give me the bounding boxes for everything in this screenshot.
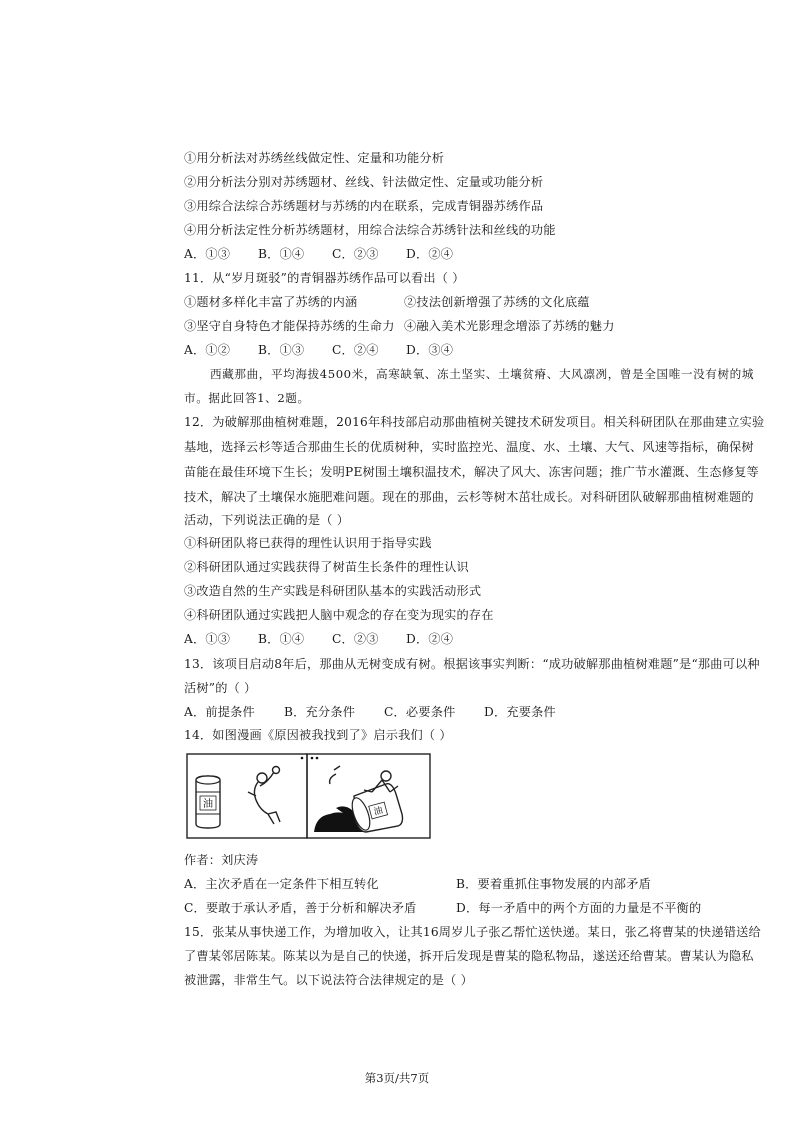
q12-stem-line-4: 技术，解决了土壤保水施肥难问题。现在的那曲，云杉等树木茁壮成长。对科研团队破解那曲植树难题的 [184,490,754,504]
q14-stem: 14．如图漫画《原因被我找到了》启示我们（ ） [184,728,452,742]
q12-choice-a[interactable]: A．①③ [184,632,231,646]
q13-choice-a[interactable]: A．前提条件 [184,705,255,719]
q11-statements-row2 [184,318,615,334]
q11-choice-c[interactable]: C．②④ [332,343,379,357]
passage-line-2: 市。据此回答1、2题。 [184,391,310,405]
q11-statement-4: ④融入美术光影理念增添了苏绣的魅力 [404,319,615,333]
q12-choice-b[interactable]: B．①④ [258,632,305,646]
q10-statement-4: ④用分析法定性分析苏绣题材，用综合法综合苏绣针法和丝线的功能 [184,223,556,237]
q11-choices [184,342,453,358]
q10-statement-3: ③用综合法综合苏绣题材与苏绣的内在联系，完成青铜器苏绣作品 [184,199,544,213]
q13-choices [184,704,556,720]
q10-choice-c[interactable]: C．②③ [332,247,379,261]
panel-marker-dot [301,757,304,760]
q15-stem-line-1: 15．张某从事快递工作，为增加收入，让其16周岁儿子张乙帮忙送快递。某日，张乙将曹某的快递错送给 [184,925,761,939]
q10-choice-d[interactable]: D．②④ [406,247,454,261]
page-number: 第3页/共7页 [364,1071,430,1085]
q11-statement-3: ③坚守自身特色才能保持苏绣的生命力 [184,319,395,333]
oil-barrel-right [349,784,403,833]
q11-choice-d[interactable]: D．③④ [406,343,454,357]
q14-choice-b[interactable]: B．要着重抓住事物发展的内部矛盾 [456,877,651,891]
barrel-label-left: 油 [203,799,213,810]
oil-barrel-left [196,776,220,828]
q12-statement-1: ①科研团队将已获得的理性认识用于指导实践 [184,536,432,550]
q10-choices [184,246,453,262]
q10-choice-a[interactable]: A．①③ [184,247,231,261]
q14-choice-c[interactable]: C．要敢于承认矛盾，善于分析和解决矛盾 [184,901,417,915]
panel-marker-dot [316,757,319,760]
q14-choice-d[interactable]: D．每一矛盾中的两个方面的力量是不平衡的 [456,901,702,915]
q12-stem-line-3: 苗能在最佳环境下生长；发明PE树围土壤积温技术，解决了风大、冻害问题；推广节水灌溉、生态修复等 [184,465,759,479]
passage-line-1: 西藏那曲，平均海拔4500米，高寒缺氧、冻土坚实、土壤贫瘠、大风凛冽，曾是全国唯一没有树的城 [210,367,755,381]
q10-choice-b[interactable]: B．①④ [258,247,305,261]
q12-choice-d[interactable]: D．②④ [406,632,454,646]
q12-statement-4: ④科研团队通过实践把人脑中观念的存在变为现实的存在 [184,608,494,622]
q12-statement-3: ③改造自然的生产实践是科研团队基本的实践活动形式 [184,584,482,598]
pouring-figure [330,766,398,792]
q15-stem-line-3: 被泄露，非常生气。以下说法符合法律规定的是（ ） [184,973,473,987]
q13-choice-c[interactable]: C．必要条件 [384,705,456,719]
q11-statement-2: ②技法创新增强了苏绣的文化底蕴 [404,295,590,309]
q12-choice-c[interactable]: C．②③ [332,632,379,646]
q12-stem-line-1: 12．为破解那曲植树难题，2016年科技部启动那曲植树关键技术研发项目。相关科研团队在那曲建立实验 [184,415,765,429]
q10-statement-1: ①用分析法对苏绣丝线做定性、定量和功能分析 [184,151,445,165]
q11-choice-b[interactable]: B．①③ [258,343,305,357]
q13-choice-d[interactable]: D．充要条件 [484,705,556,719]
q12-stem-line-5: 活动，下列说法正确的是（ ） [184,513,350,527]
q12-stem-line-2: 基地，选择云杉等适合那曲生长的优质树种，实时监控光、温度、水、土壤、大气、风速等指标，确保树 [184,440,754,454]
q13-stem-line-2: 活树”的（ ） [184,681,257,695]
q14-choices-row2 [184,900,701,916]
q14-choice-a[interactable]: A．主次矛盾在一定条件下相互转化 [184,877,379,891]
q13-choice-b[interactable]: B．充分条件 [284,705,356,719]
q11-statements-row1 [184,294,590,310]
q11-statement-1: ①题材多样化丰富了苏绣的内涵 [184,295,358,309]
investigator-figure [248,767,280,825]
q11-stem: 11．从“岁月斑驳”的青铜器苏绣作品可以看出（ ） [184,271,465,285]
q12-statement-2: ②科研团队通过实践获得了树苗生长条件的理性认识 [184,560,469,574]
panel-marker-dot [311,757,314,760]
q13-stem-line-1: 13．该项目启动8年后，那曲从无树变成有树。根据该事实判断：“成功破解那曲植树难题”是“那曲可以种 [184,657,760,671]
q14-comic-author: 作者：刘庆涛 [184,853,259,867]
q12-choices [184,631,453,647]
q15-stem-line-2: 了曹某邻居陈某。陈某以为是自己的快递，拆开后发现是曹某的隐私物品，遂送还给曹某。曹某认为隐私 [184,949,754,963]
q11-choice-a[interactable]: A．①② [184,343,231,357]
q10-statement-2: ②用分析法分别对苏绣题材、丝线、针法做定性、定量或功能分析 [184,175,544,189]
q14-comic [186,752,432,840]
q14-choices-row1 [184,876,651,892]
barrel-label-right: 油 [372,805,385,818]
